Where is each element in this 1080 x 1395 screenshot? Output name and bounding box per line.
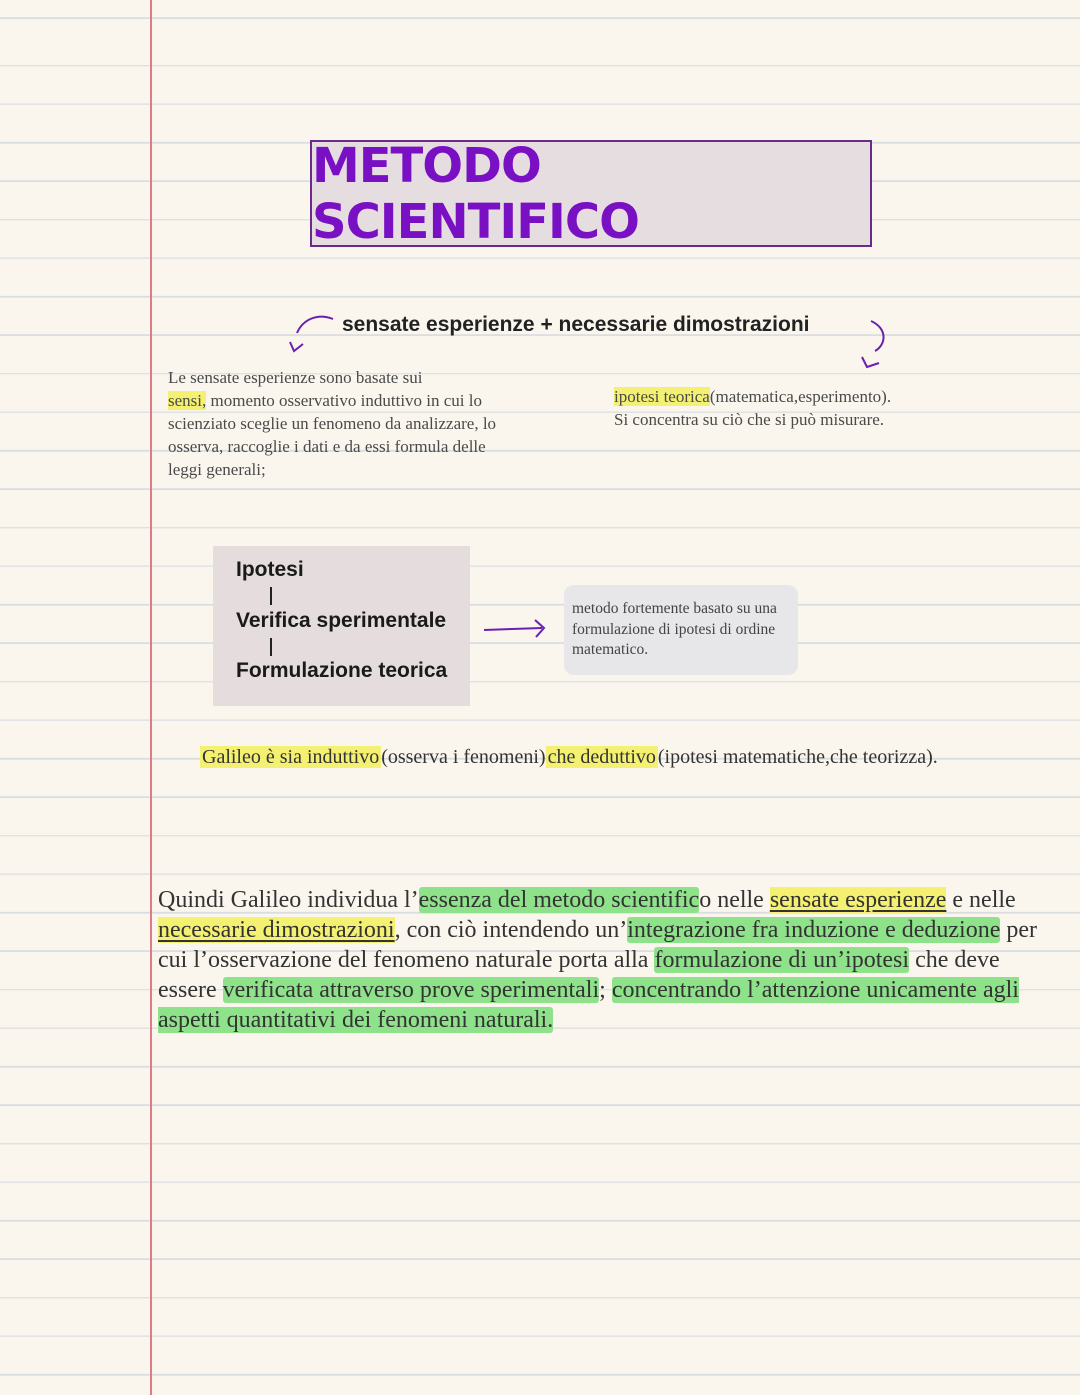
highlighted-text: che deduttivo [547, 746, 656, 768]
paragraph-text: Si concentra su ciò che si può misurare. [614, 410, 885, 429]
plain-text: e nelle [946, 887, 1016, 913]
underlined-highlight: necessarie dimostrazioni [158, 917, 395, 943]
step-verifica-sperimentale: Verifica sperimentale [236, 609, 447, 632]
highlighted-text: formulazione di un’ipotesi [654, 947, 910, 973]
paragraph-text: (matematica,esperimento). [709, 387, 892, 406]
plain-text: , con ciò intendendo un’ [394, 917, 628, 943]
plain-text: che deve essere [158, 947, 1000, 1003]
highlighted-word: sensi, [168, 391, 207, 410]
underlined-highlight: sensate esperienze [769, 887, 947, 913]
plain-text: per cui l’osservazione del fenomeno naturale porta alla [158, 917, 1038, 973]
summary-paragraph [158, 885, 1038, 1035]
step-ipotesi: Ipotesi [236, 558, 304, 581]
method-steps-diagram [213, 546, 470, 706]
highlighted-text: Galileo è sia induttivo [202, 746, 380, 768]
paragraph-text: Le sensate esperienze sono basate sui [168, 368, 423, 387]
highlighted-word: ipotesi teorica [614, 387, 710, 406]
paragraph-text: momento osservativo induttivo in cui lo scienziato sceglie un fenomeno da analizzare, lo osserva, raccoglie i dati e da essi formula delle leggi generali; [168, 391, 497, 479]
plain-text: o nelle [699, 887, 770, 913]
page-title: METODO SCIENTIFICO [312, 137, 639, 250]
note-text: metodo fortemente basato su una formulazione di ipotesi di ordine matematico. [572, 600, 777, 658]
curved-arrow-left-down-icon [283, 313, 338, 358]
step-formulazione-teorica: Formulazione teorica [236, 659, 448, 682]
highlighted-text: verificata attraverso prove sperimentali [222, 977, 600, 1003]
step-connector [270, 587, 272, 605]
sensate-esperienze-paragraph [168, 366, 518, 481]
title-box [310, 137, 872, 250]
plain-text: Quindi Galileo individua l’ [158, 887, 419, 913]
curved-arrow-right-down-icon [855, 318, 895, 373]
step-connector [270, 638, 272, 656]
galileo-sentence [200, 746, 938, 769]
ipotesi-teorica-paragraph [614, 385, 994, 431]
notebook-margin-line [150, 0, 152, 1395]
plain-text: (osserva i fenomeni) [381, 746, 546, 768]
highlighted-text: concentrando l’attenzione unicamente agli aspetti quantitativi dei fenomeni naturali. [158, 977, 1019, 1033]
right-arrow-icon [482, 616, 552, 640]
plain-text: ; [599, 977, 612, 1003]
plain-text: (ipotesi matematiche,che teorizza). [657, 746, 938, 768]
note-box [564, 585, 798, 675]
subtitle: sensate esperienze + necessarie dimostrazioni [342, 313, 810, 336]
highlighted-text: integrazione fra induzione e deduzione [627, 917, 1001, 943]
highlighted-text: essenza del metodo scientific [418, 887, 700, 913]
